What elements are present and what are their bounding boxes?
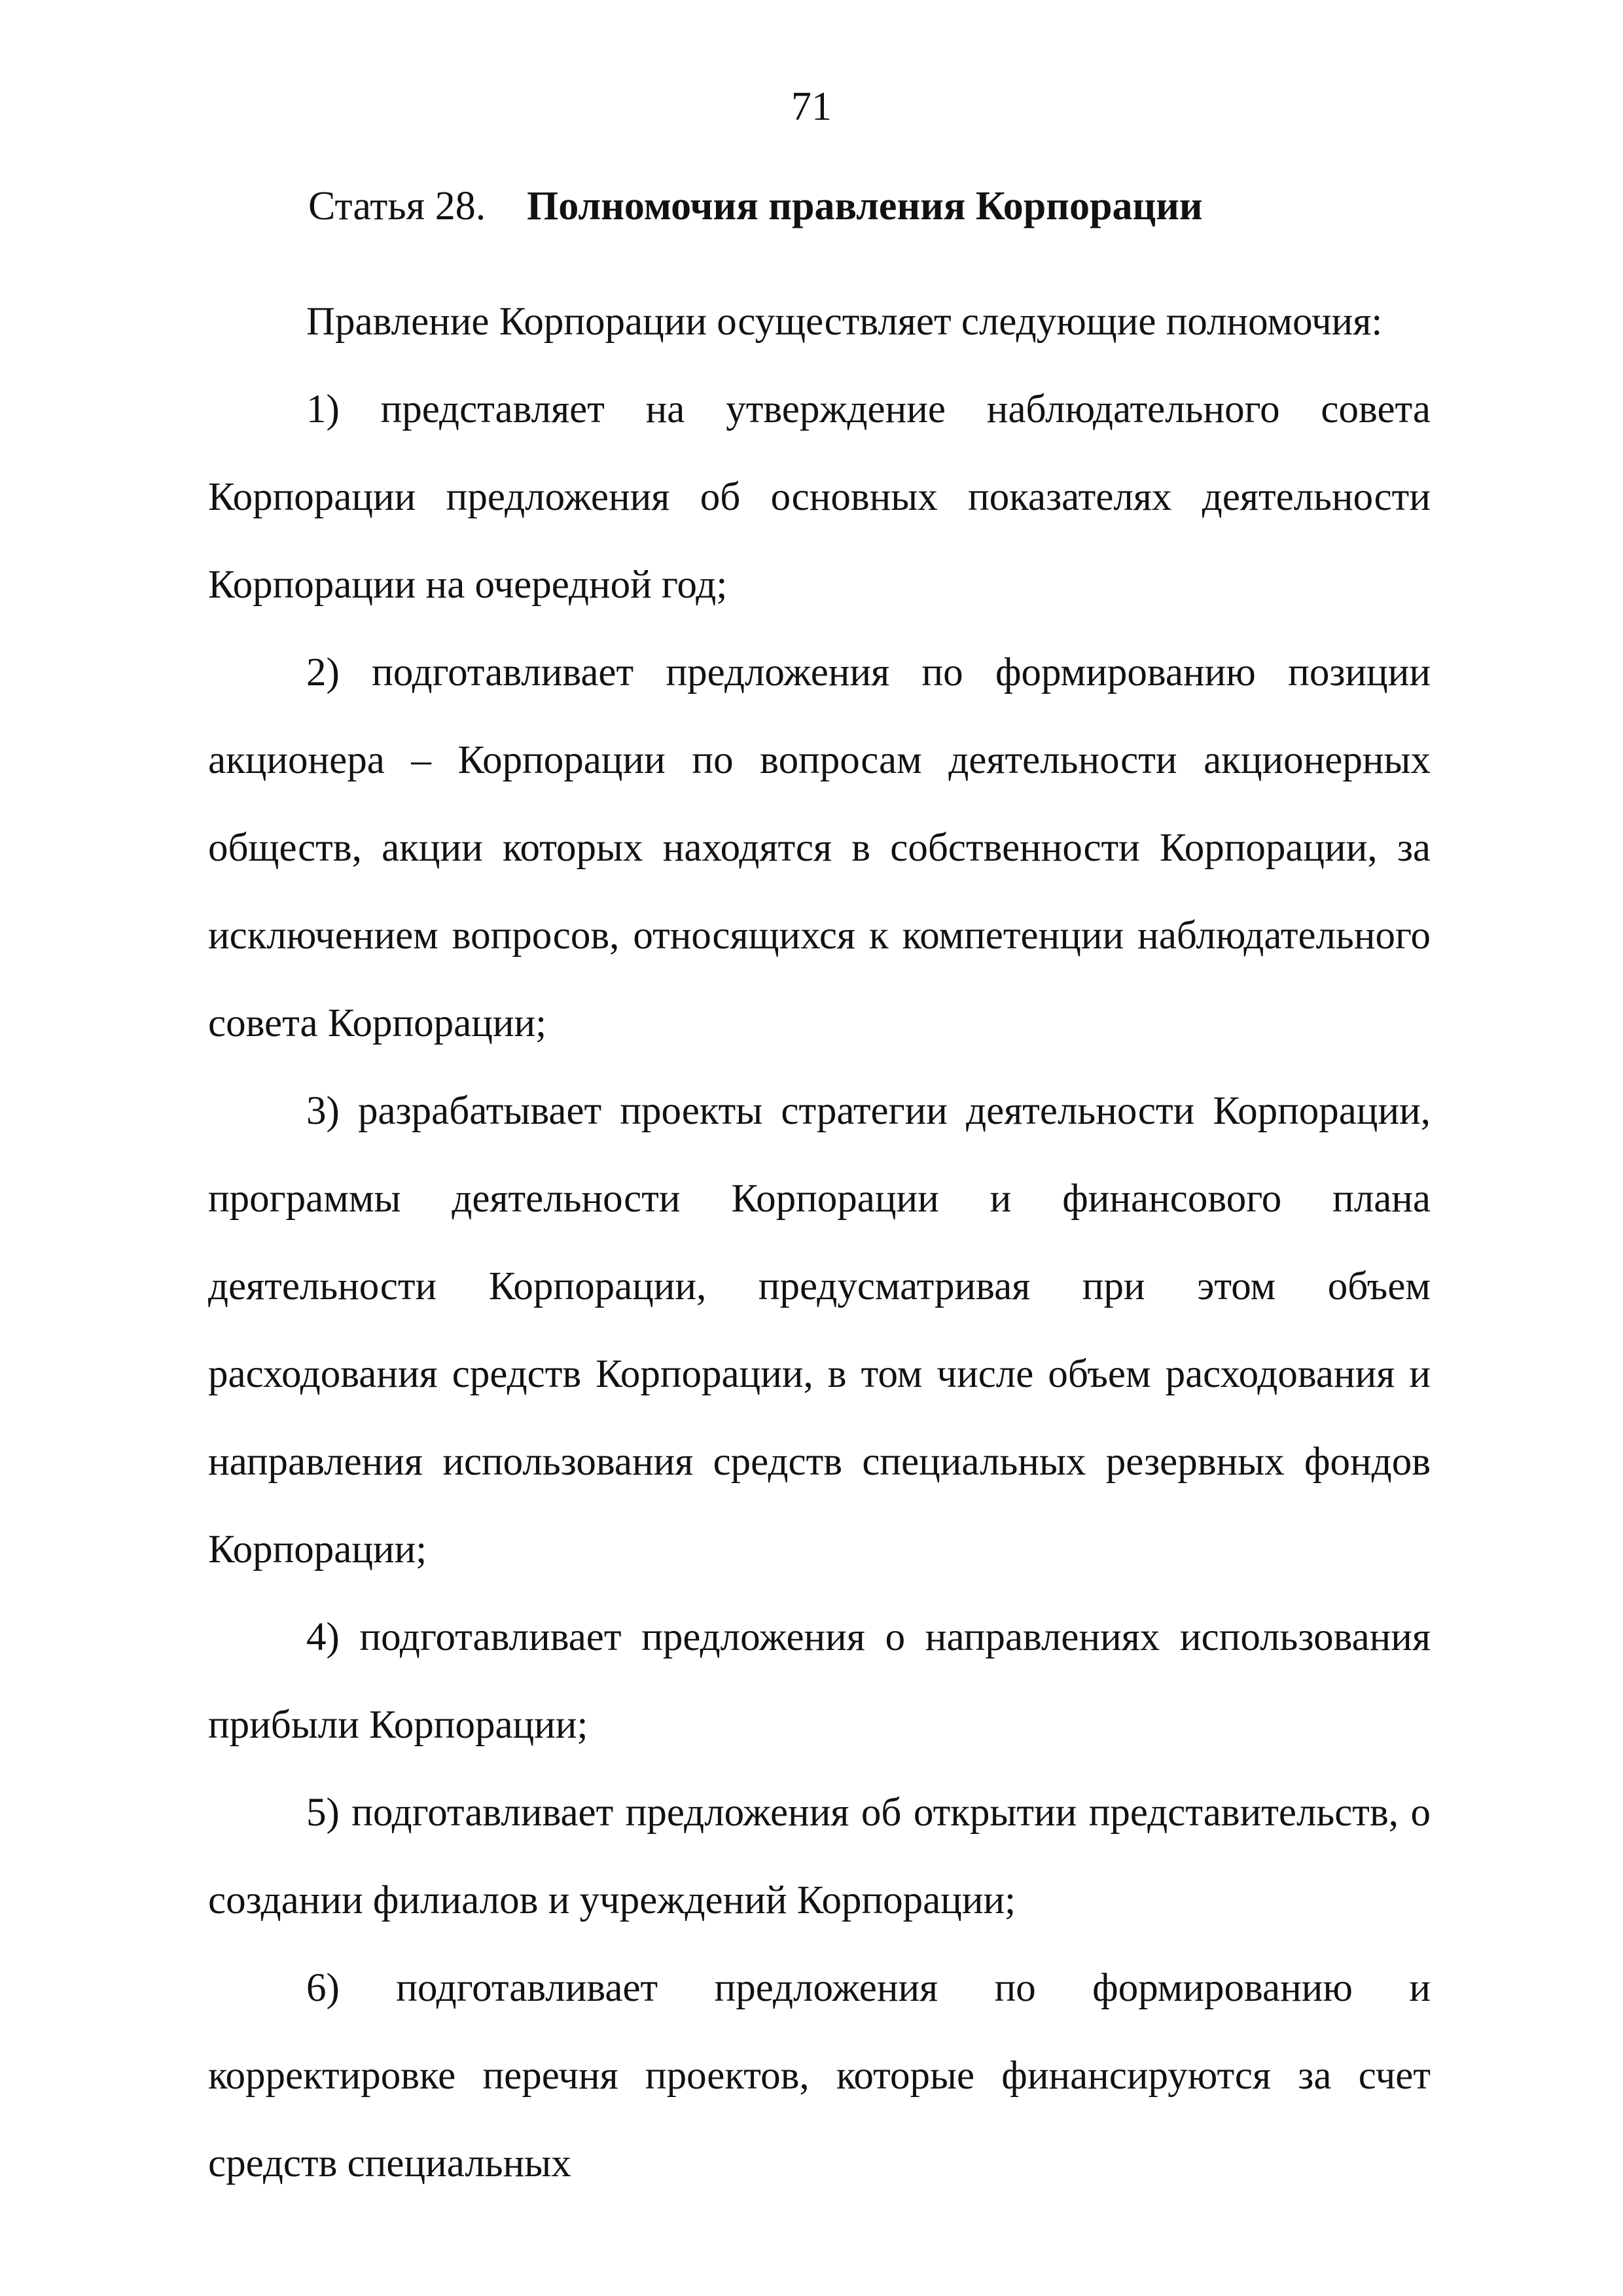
list-item-1: 1) представляет на утверждение наблюдательного совета Корпорации предложения об основных показателях деятельности Корпорации на очередной год; (208, 387, 1431, 607)
list-item-5: 5) подготавливает предложения об открытии представительств, о создании филиалов и учреждений Корпорации; (208, 1791, 1431, 1922)
intro-paragraph: Правление Корпорации осуществляет следующие полномочия: (306, 300, 1383, 344)
list-item-6: 6) подготавливает предложения по формированию и корректировке перечня проектов, которые финансируются за счет средств специальных (208, 1966, 1431, 2185)
list-item-4: 4) подготавливает предложения о направлениях использования прибыли Корпорации; (208, 1615, 1431, 1747)
article-title: Полномочия правления Корпорации (527, 184, 1203, 228)
article-number: Статья 28. (308, 184, 486, 228)
article-heading (308, 177, 1203, 236)
article-body (208, 278, 1431, 2208)
page-number: 71 (791, 84, 832, 129)
list-item-2: 2) подготавливает предложения по формированию позиции акционера – Корпорации по вопросам деятельности акционерных обществ, акции которых находятся в собственности Корпорации, за исключением вопросов, относящихся к компетенции наблюдательного совета Корпорации; (208, 651, 1431, 1045)
list-item-3: 3) разрабатывает проекты стратегии деятельности Корпорации, программы деятельности Корпорации и финансового плана деятельности Корпорации, предусматривая при этом объем расходования средств Корпорации, в том числе объем расходования и направления использования средств специальных резервных фондов Корпорации; (208, 1089, 1431, 1571)
